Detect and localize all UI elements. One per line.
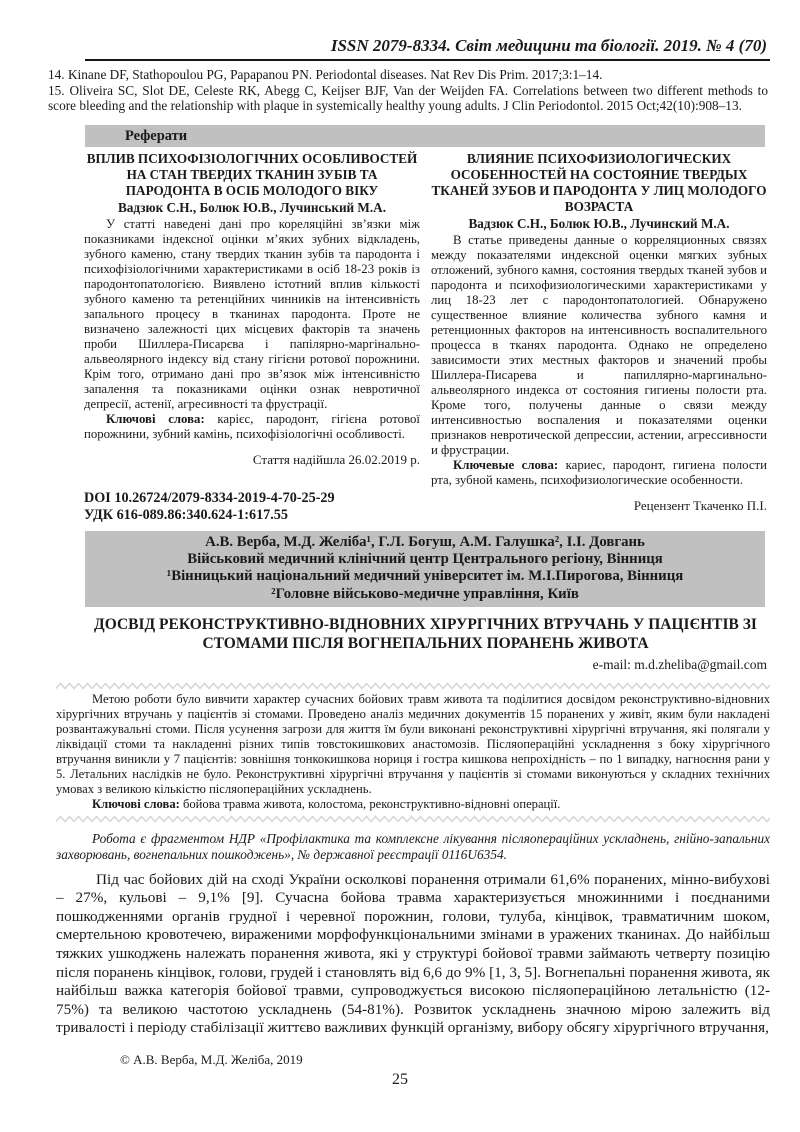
article-abstract-block (56, 692, 770, 812)
abstract-col-russian (431, 151, 767, 513)
abstract-col-ukrainian (84, 151, 420, 513)
copyright-line: © А.В. Верба, М.Д. Желіба, 2019 (120, 1052, 303, 1067)
abstract-title-ru: ВЛИЯНИЕ ПСИХОФИЗИОЛОГИЧЕСКИХ ОСОБЕННОСТЕЙ НА СОСТОЯНИЕ ТВЕРДЫХ ТКАНЕЙ ЗУБОВ И ПАРОДОНТА У ЛИЦ МОЛОДОГО ВОЗРАСТА (431, 150, 767, 214)
article-body: Під час бойових дій на сході України осколкові поранення отримали 61,6% поранених, мінно-вибухові – 27%, кульові – 9,1% [9]. Сучасна бойова травма характеризується множинними і поєднаними пошкодженнями органів грудної і черевної порожнин, голови, тулуба, кінцівок, травматичним шоком, смертельною кровотечею, вираженими морфофункціональними змінами в уражених тканинах. До найбільш тяжких ушкоджень належать поранення живота, які у структурі бойової травми займають четверту позицію після поранень кінцівок, голови, грудей і становлять від 6,6 до 9% [1, 3, 5]. Вогнепальні поранення живота, як найбільш важка категорія бойової травми, супроводжується високою післяопераційною летальністю (12-75%) та великою частотою ускладнень (54-81%). Розвиток ускладнень значною мірою залежить від тривалості і періоду стабілізації життєво важливих функцій організму, вибору обсягу хірургічного втручання, (56, 870, 770, 1037)
keywords-label-ru: Ключевые слова: (453, 457, 559, 472)
zigzag-divider-top (56, 682, 770, 690)
abstract-keywords-ru (431, 458, 767, 488)
article-keywords-label: Ключові слова: (92, 796, 180, 811)
abstract-authors-uk: Вадзюк С.Н., Болюк Ю.В., Лучинський М.А. (117, 199, 386, 215)
article-reviewer: Рецензент Ткаченко П.І. (633, 497, 767, 513)
abstract-body-ru: В статье приведены данные о корреляционных связях между показателями индексной оценки мягких зубных отложений, зубного камня, состояния твердых тканей зубов и пародонта и психофизиологическими характеристиками у лиц 18-23 лет с пародонтопатологией. Обнаружено существенное влияние количества зубного камня и ретенционных факторов на интенсивность воспалительного процесса в тканях пародонта. Однако не определено зависимости этих местных факторов и значений пробы Шиллера-Писарева и папиллярно-маргинально-альвеолярного индекса от состояния гигиены полости рта. Кроме того, получены данные о связи между интенсивностью воспаления и показателями оценки признаков невротической депрессии, астении, агрессивности и фрустрации. (431, 232, 767, 457)
doi-udc-block (84, 490, 767, 523)
page-number: 25 (392, 1071, 408, 1088)
affiliation-line-1: Військовий медичний клінічний центр Центрального регіону, Вінниця (187, 551, 663, 568)
abstract-keywords-uk (84, 412, 420, 442)
zigzag-divider-bottom (56, 815, 770, 823)
ndr-note: Робота є фрагментом НДР «Профілактика та комплексне лікування післяопераційних ускладнень, гнійно-запальних захворювань, вогнепальних пошкоджень», № державної реєстрації 0116U6354. (56, 830, 770, 862)
article-authors: А.В. Верба, М.Д. Желіба¹, Г.Л. Богуш, А.М. Галушка², І.І. Довгань (205, 534, 645, 550)
article-title: ДОСВІД РЕКОНСТРУКТИВНО-ВІДНОВНИХ ХІРУРГІЧНИХ ВТРУЧАНЬ У ПАЦІЄНТІВ ЗІ СТОМАМИ ПІСЛЯ ВОГНЕПАЛЬНИХ ПОРАНЕНЬ ЖИВОТА (94, 615, 757, 653)
udc-line: УДК 616-089.86:340.624-1:617.55 (84, 506, 288, 523)
abstract-body-uk: У статті наведені дані про кореляційні зв’язки між показниками індексної оцінки м’яких зубних відкладень, зубного каменю, стану твердих тканин зубів та пародонта і психофізіологічними характеристиками в осіб 18-23 років із пародонтопатологією. Виявлено істотний вплив кількості зубного каменю та ретенційних чинників на інтенсивність запального процесу в тканинах пародонта. Проте не визначено залежності цих місцевих факторів та значень проби Шиллера-Писарєва і папілярно-маргінально-альвеолярного індексу від стану гігієни ротової порожнини. Крім того, отримано дані про зв’язок між інтенсивністю запалення та показниками оцінки ознак невротичної депресії, астенії, агресивності та фрустрації. (84, 216, 420, 411)
article-keywords-text: бойова травма живота, колостома, реконструктивно-відновні операції. (182, 796, 561, 811)
references-list (48, 67, 768, 114)
header-rule (85, 59, 770, 61)
article-abstract: Метою роботи було вивчити характер сучасних бойових травм живота та поділитися досвідом реконструктивно-відновних хірургічних втручань у пацієнтів зі стомами. Проведено аналіз медичних документів 15 поранених у живіт, яким були накладені розвантажувальні стоми. Після усунення загрози для життя їм були виконані реконструктивні хірургічні втручання, які полягали у ліквідації стоми та накладенні різних типів товстокишкових анастомозів. Післяопераційні ускладнення з боку хірургічного втручання виникли у 7 пацієнтів: зовнішня тонкокишкова нориця і гостра кишкова непрохідність – по 1 випадку, нагноєння рани у 5. Летальних наслідків не було. Реконструктивні хірургічні втручання у пацієнтів зі стомами виконуються у складних технічних умовах з великою кількістю післяопераційних ускладнень. (56, 691, 770, 796)
abstract-title-uk: ВПЛИВ ПСИХОФІЗІОЛОГІЧНИХ ОСОБЛИВОСТЕЙ НА СТАН ТВЕРДИХ ТКАНИН ЗУБІВ ТА ПАРОДОНТА В ОСІБ МОЛОДОГО ВІКУ (86, 150, 418, 198)
abstracts-heading: Реферати (125, 127, 188, 144)
reference-item-14: 14. Kinane DF, Stathopoulou PG, Papapanou PN. Periodontal diseases. Nat Rev Dis Prim. 2017;3:1–14. (48, 67, 603, 82)
affiliation-line-3: ²Головне військово-медичне управління, Київ (271, 585, 579, 602)
journal-running-head: ISSN 2079-8334. Світ медицини та біології. 2019. № 4 (70) (330, 36, 767, 55)
keywords-text-uk: карієс, пародонт, гігієна ротової порожнини, зубний камінь, психофізіологічні особливості. (84, 411, 420, 441)
article-section (0, 490, 800, 1038)
page-footer (0, 1052, 800, 1089)
affiliation-line-2: ¹Вінницький національний медичний університет ім. М.І.Пирогова, Вінниця (166, 568, 684, 585)
doi-line: DOI 10.26724/2079-8334-2019-4-70-25-29 (84, 490, 335, 506)
keywords-text-ru: кариес, пародонт, гигиена полости рта, зубной камень, психофизиологические особенности. (431, 457, 767, 487)
article-keywords-line (56, 797, 770, 812)
abstracts-columns (84, 151, 767, 513)
article-email: e-mail: m.d.zheliba@gmail.com (592, 656, 767, 672)
article-authors-bar (85, 531, 765, 607)
abstracts-heading-bar (85, 125, 765, 147)
keywords-label-uk: Ключові слова: (106, 411, 205, 426)
reference-item-15: 15. Oliveira SC, Slot DE, Celeste RK, Abegg C, Keijser BJF, Van der Weijden FA. Correlations between two different methods to score bleeding and the relationship with plaque in systemically healthy young adults. J Clin Periodontol. 2015 Oct;42(10):908–13. (48, 82, 768, 114)
article-received-date: Стаття надійшла 26.02.2019 р. (252, 451, 420, 467)
abstract-authors-ru: Вадзюк С.Н., Болюк Ю.В., Лучинский М.А. (468, 215, 730, 231)
